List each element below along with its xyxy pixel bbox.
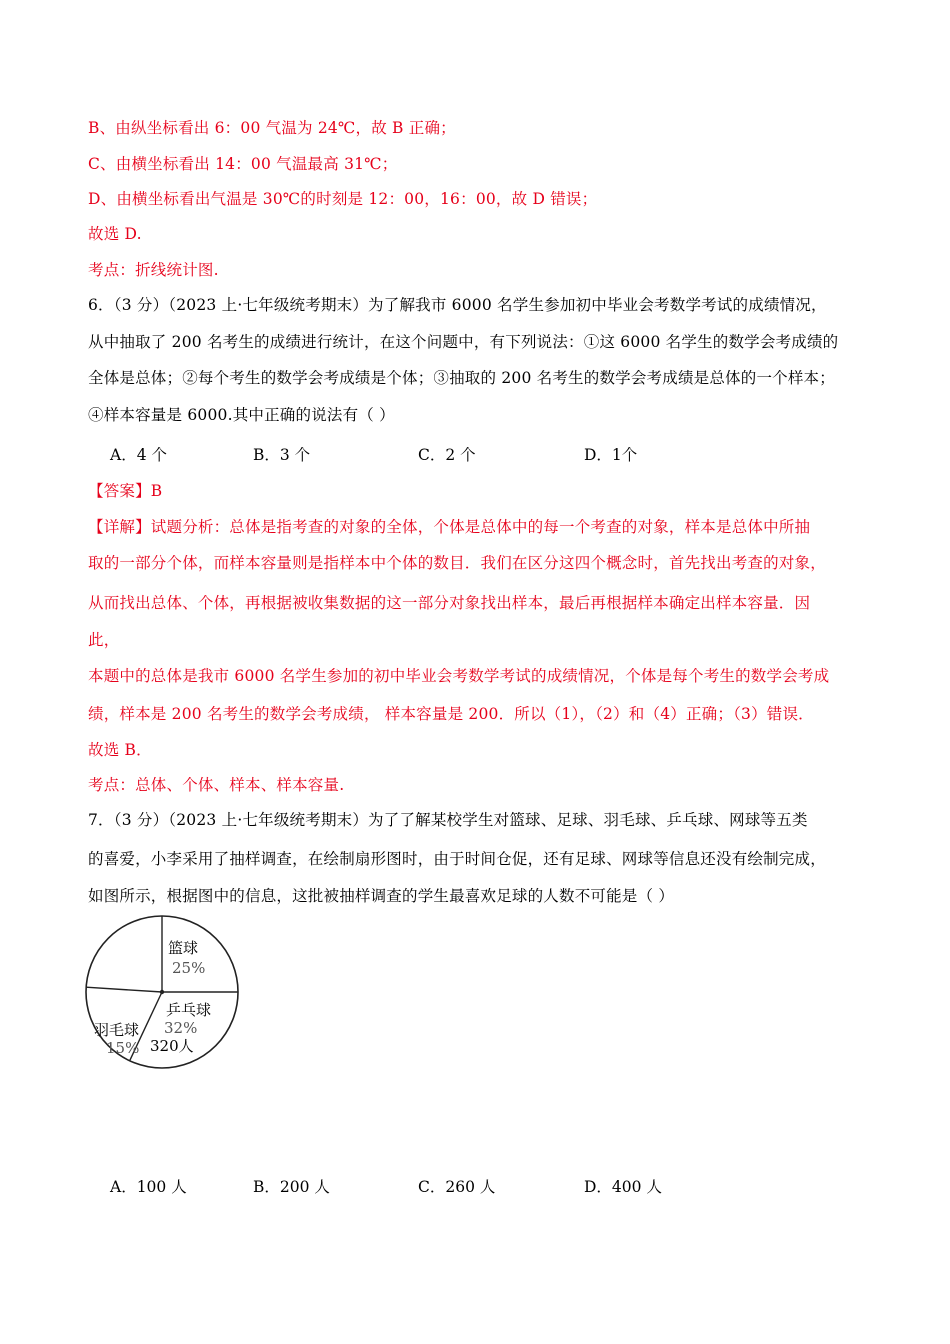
question-6-line: ④样本容量是 6000.其中正确的说法有（ ） — [88, 406, 395, 424]
q7-option-d[interactable]: D．400 人 — [584, 1178, 662, 1196]
question-7-line: 7．（3 分）（2023 上·七年级统考期末）为了了解某校学生对篮球、足球、羽毛球、乒乓球、网球等五类 — [88, 811, 808, 829]
q6-option-b[interactable]: B．3 个 — [253, 446, 311, 464]
question-6-line: 从中抽取了 200 名考生的成绩进行统计，在这个问题中，有下列说法：①这 6000 名学生的数学会考成绩的 — [88, 333, 839, 351]
pie-slice-divider — [86, 987, 162, 992]
pie-label-badminton: 羽毛球 — [94, 1021, 140, 1039]
q7-option-b[interactable]: B．200 人 — [253, 1178, 330, 1196]
q7-option-a[interactable]: A．100 人 — [110, 1178, 187, 1196]
answer-option-b-line: B、由纵坐标看出 6：00 气温为 24℃，故 B 正确； — [88, 119, 456, 137]
pie-pct-basketball: 25% — [172, 959, 206, 977]
q6-option-c[interactable]: C．2 个 — [418, 446, 476, 464]
question-7-line: 如图所示，根据图中的信息，这批被抽样调查的学生最喜欢足球的人数不可能是（ ） — [88, 887, 675, 905]
q6-knowledge-point: 考点：总体、个体、样本、样本容量. — [88, 776, 345, 794]
q6-option-d[interactable]: D．1个 — [584, 446, 638, 464]
pie-count-pingpong: 320人 — [150, 1037, 194, 1055]
q7-option-c[interactable]: C．260 人 — [418, 1178, 496, 1196]
pie-label-basketball: 篮球 — [168, 939, 199, 957]
answer-option-c-line: C、由横坐标看出 14：00 气温最高 31℃； — [88, 155, 398, 173]
pie-center-dot — [160, 990, 164, 994]
answer-option-d-line: D、由横坐标看出气温是 30℃的时刻是 12：00，16：00，故 D 错误； — [88, 190, 598, 208]
pie-pct-pingpong: 32% — [164, 1019, 198, 1037]
q6-detail-line: 【详解】试题分析：总体是指考查的对象的全体，个体是总体中的每一个考查的对象，样本是总体中所抽 — [88, 518, 811, 536]
knowledge-point: 考点：折线统计图. — [88, 261, 219, 279]
q6-detail-line: 从而找出总体、个体，再根据被收集数据的这一部分对象找出样本，最后再根据样本确定出样本容量．因 — [88, 594, 811, 612]
pie-label-pingpong: 乒乓球 — [166, 1001, 212, 1019]
q6-option-a[interactable]: A．4 个 — [110, 446, 167, 464]
question-6-line: 全体是总体；②每个考生的数学会考成绩是个体；③抽取的 200 名考生的数学会考成绩是总体的一个样本； — [88, 369, 835, 387]
pie-chart — [84, 910, 248, 1074]
q6-answer: 【答案】B — [88, 482, 163, 500]
q6-detail-line: 绩，样本是 200 名考生的数学会考成绩， 样本容量是 200．所以（1），（2）和（4）正确；（3）错误． — [88, 705, 814, 723]
answer-conclusion: 故选 D. — [88, 225, 142, 243]
q6-detail-line: 故选 B． — [88, 741, 152, 759]
question-6-line: 6．（3 分）（2023 上·七年级统考期末）为了解我市 6000 名学生参加初中毕业会考数学考试的成绩情况， — [88, 296, 827, 314]
q6-detail-line: 此， — [88, 631, 120, 649]
pie-pct-badminton: 15% — [106, 1039, 140, 1057]
q6-detail-line: 本题中的总体是我市 6000 名学生参加的初中毕业会考数学考试的成绩情况，个体是每个考生的数学会考成 — [88, 667, 830, 685]
q6-detail-line: 取的一部分个体，而样本容量则是指样本中个体的数目．我们在区分这四个概念时，首先找出考查的对象， — [88, 554, 826, 572]
question-7-line: 的喜爱，小李采用了抽样调查，在绘制扇形图时，由于时间仓促，还有足球、网球等信息还没有绘制完成， — [88, 850, 826, 868]
